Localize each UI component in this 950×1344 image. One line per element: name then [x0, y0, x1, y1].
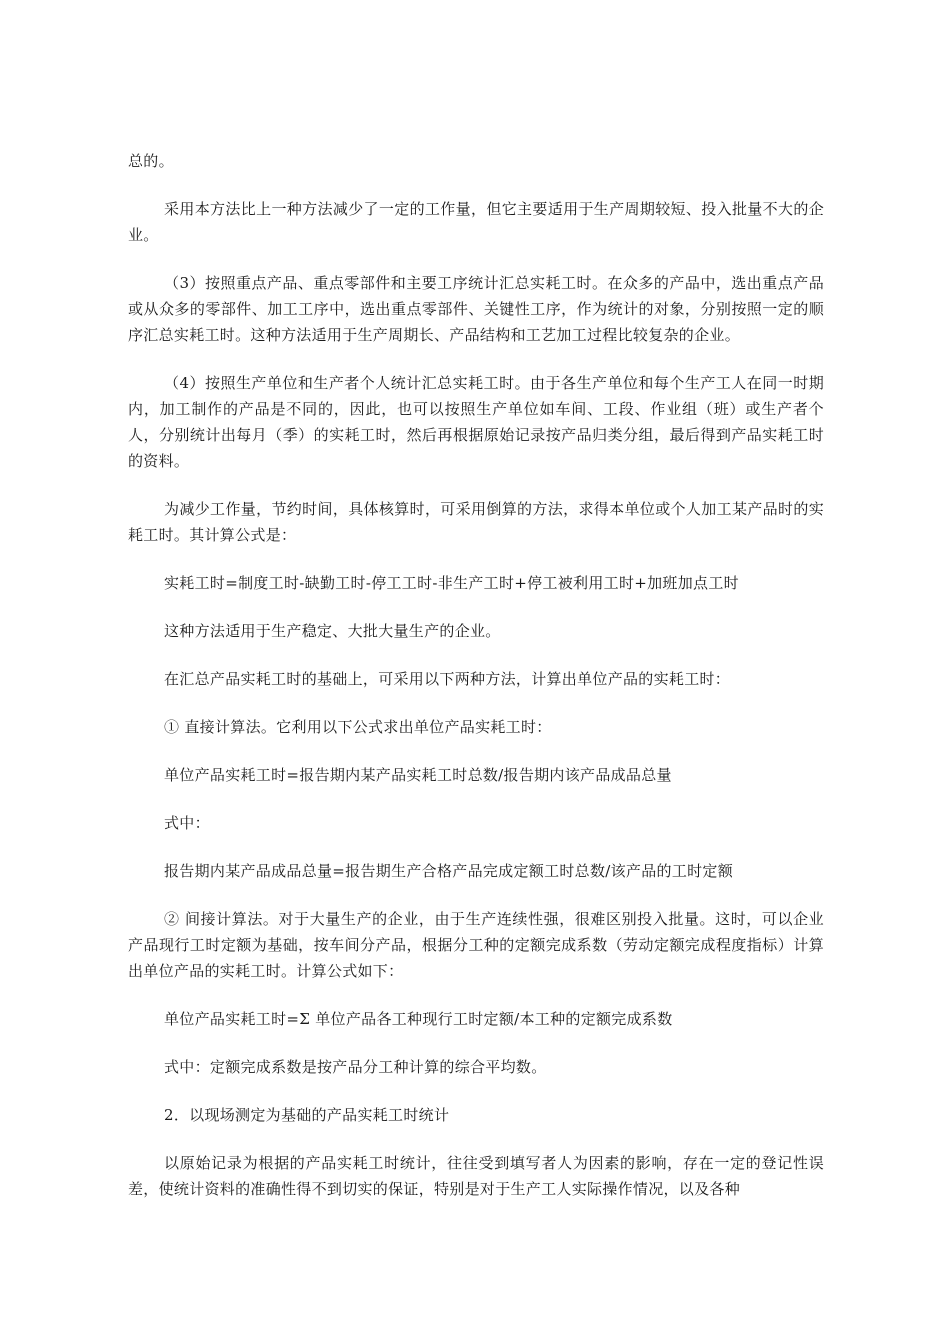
paragraph-9: ① 直接计算法。它利用以下公式求出单位产品实耗工时： — [164, 718, 552, 736]
formula-total-output: 报告期内某产品成品总量=报告期生产合格产品完成定额工时总数/该产品的工时定额 — [164, 862, 734, 880]
paragraph-1: 总的。 — [128, 152, 174, 170]
paragraph-13: ② 间接计算法。对于大量生产的企业，由于生产连续性强，很难区别投入批量。这时，可以企业产品现行工时定额为基础，按车间分产品，根据分工种的定额完成系数（劳动定额完成程度指标）计算出单位产品的实耗工时。计算公式如下： — [128, 910, 824, 980]
paragraph-2: 采用本方法比上一种方法减少了一定的工作量，但它主要适用于生产周期较短、投入批量不大的企业。 — [128, 200, 824, 244]
paragraph-11: 式中： — [164, 814, 210, 832]
paragraph-5: 为减少工作量，节约时间，具体核算时，可采用倒算的方法，求得本单位或个人加工某产品时的实耗工时。其计算公式是： — [128, 500, 824, 544]
formula-indirect: 单位产品实耗工时=Σ 单位产品各工种现行工时定额/本工种的定额完成系数 — [164, 1010, 673, 1028]
paragraph-4: （4）按照生产单位和生产者个人统计汇总实耗工时。由于各生产单位和每个生产工人在同一时期内，加工制作的产品是不同的，因此，也可以按照生产单位如车间、工段、作业组（班）或生产者个人，分别统计出每月（季）的实耗工时，然后再根据原始记录按产品归类分组，最后得到产品实耗工时的资料。 — [128, 374, 824, 470]
document-page — [128, 148, 824, 1224]
formula-actual-hours: 实耗工时=制度工时-缺勤工时-停工工时-非生产工时+停工被利用工时+加班加点工时 — [164, 574, 739, 592]
formula-unit-hours: 单位产品实耗工时=报告期内某产品实耗工时总数/报告期内该产品成品总量 — [164, 766, 672, 784]
paragraph-17: 以原始记录为根据的产品实耗工时统计，往往受到填写者人为因素的影响，存在一定的登记性误差，使统计资料的准确性得不到切实的保证，特别是对于生产工人实际操作情况，以及各种 — [128, 1154, 824, 1198]
paragraph-3: （3）按照重点产品、重点零部件和主要工序统计汇总实耗工时。在众多的产品中，选出重点产品或从众多的零部件、加工工序中，选出重点零部件、关键性工序，作为统计的对象，分别按照一定的顺序汇总实耗工时。这种方法适用于生产周期长、产品结构和工艺加工过程比较复杂的企业。 — [128, 274, 824, 344]
paragraph-7: 这种方法适用于生产稳定、大批大量生产的企业。 — [164, 622, 501, 640]
paragraph-8: 在汇总产品实耗工时的基础上，可采用以下两种方法，计算出单位产品的实耗工时： — [164, 670, 731, 688]
section-heading: 2．以现场测定为基础的产品实耗工时统计 — [164, 1106, 450, 1124]
paragraph-15: 式中：定额完成系数是按产品分工种计算的综合平均数。 — [164, 1058, 547, 1076]
